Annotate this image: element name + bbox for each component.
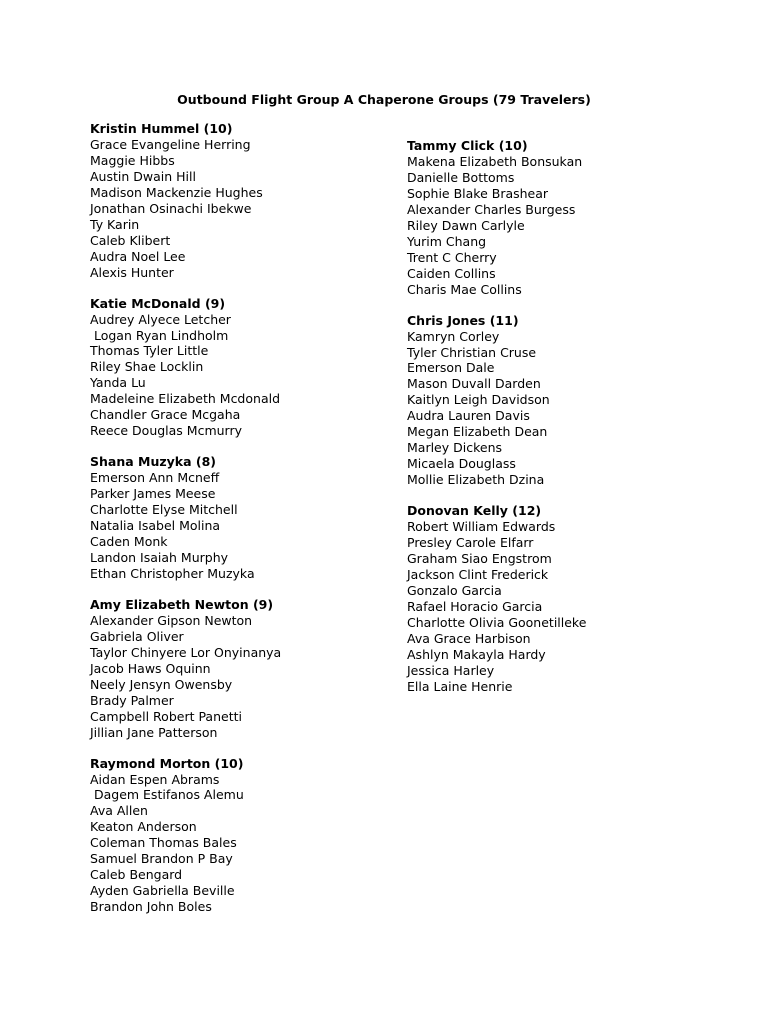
chaperone-group (407, 503, 586, 694)
group-header: Amy Elizabeth Newton (9) (90, 596, 274, 612)
traveler-name: Natalia Isabel Molina (90, 518, 221, 534)
traveler-name: Madison Mackenzie Hughes (90, 184, 263, 200)
traveler-name: Robert William Edwards (407, 519, 556, 535)
traveler-name: Caleb Klibert (90, 232, 171, 248)
traveler-name: Maggie Hibbs (90, 152, 175, 168)
traveler-name: Sophie Blake Brashear (407, 185, 549, 201)
traveler-name: Reece Douglas Mcmurry (90, 423, 243, 439)
traveler-name: Caiden Collins (407, 265, 496, 281)
chaperone-group (407, 313, 586, 489)
traveler-name: Yanda Lu (90, 375, 146, 391)
traveler-name: Madeleine Elizabeth Mcdonald (90, 391, 281, 407)
traveler-name: Kaitlyn Leigh Davidson (407, 392, 550, 408)
traveler-name: Danielle Bottoms (407, 169, 515, 185)
traveler-name: Charlotte Olivia Goonetilleke (407, 614, 587, 630)
traveler-name: Alexander Charles Burgess (407, 201, 576, 217)
traveler-name: Jonathan Osinachi Ibekwe (90, 200, 252, 216)
chaperone-group (90, 121, 281, 281)
right-column (407, 138, 586, 710)
traveler-name: Audra Noel Lee (90, 248, 186, 264)
traveler-name: Mason Duvall Darden (407, 376, 541, 392)
traveler-name: Emerson Dale (407, 360, 495, 376)
traveler-name: Jacob Haws Oquinn (90, 660, 211, 676)
traveler-name: Samuel Brandon P Bay (90, 851, 233, 867)
traveler-name: Emerson Ann Mcneff (90, 470, 220, 486)
traveler-name: Ava Grace Harbison (407, 630, 531, 646)
traveler-name: Caleb Bengard (90, 867, 183, 883)
traveler-name: Landon Isaiah Murphy (90, 549, 229, 565)
traveler-name: Riley Dawn Carlyle (407, 217, 525, 233)
traveler-name: Logan Ryan Lindholm (90, 327, 229, 343)
traveler-name: Ella Laine Henrie (407, 678, 513, 694)
traveler-name: Ethan Christopher Muzyka (90, 565, 255, 581)
traveler-name: Yurim Chang (407, 233, 487, 249)
traveler-name: Kamryn Corley (407, 328, 500, 344)
group-header: Shana Muzyka (8) (90, 454, 217, 470)
traveler-name: Riley Shae Locklin (90, 359, 204, 375)
traveler-name: Charlotte Elyse Mitchell (90, 502, 238, 518)
traveler-name: Brandon John Boles (90, 899, 212, 915)
traveler-name: Graham Siao Engstrom (407, 551, 552, 567)
traveler-name: Audra Lauren Davis (407, 408, 530, 424)
traveler-name: Marley Dickens (407, 440, 503, 456)
traveler-name: Coleman Thomas Bales (90, 835, 237, 851)
traveler-name: Makena Elizabeth Bonsukan (407, 154, 583, 169)
group-header: Raymond Morton (10) (90, 755, 244, 771)
traveler-name: Rafael Horacio Garcia (407, 598, 543, 614)
traveler-name: Jessica Harley (407, 662, 495, 678)
traveler-name: Parker James Meese (90, 486, 216, 502)
chaperone-group (90, 756, 281, 916)
traveler-name: Audrey Alyece Letcher (90, 311, 231, 327)
chaperone-group (90, 597, 281, 741)
traveler-name: Mollie Elizabeth Dzina (407, 472, 545, 488)
group-header: Donovan Kelly (12) (407, 503, 542, 519)
traveler-name: Jackson Clint Frederick (407, 566, 549, 582)
traveler-name: Campbell Robert Panetti (90, 708, 242, 724)
traveler-name: Caden Monk (90, 534, 168, 550)
traveler-name: Aidan Espen Abrams (90, 771, 220, 787)
traveler-name: Dagem Estifanos Alemu (90, 787, 244, 803)
traveler-name: Alexander Gipson Newton (90, 612, 253, 628)
left-column (90, 121, 281, 930)
traveler-name: Tyler Christian Cruse (407, 344, 537, 360)
group-header: Tammy Click (10) (407, 138, 528, 153)
chaperone-group (407, 138, 586, 298)
traveler-name: Jillian Jane Patterson (90, 724, 218, 740)
traveler-name: Trent C Cherry (407, 249, 497, 265)
traveler-name: Megan Elizabeth Dean (407, 424, 548, 440)
traveler-name: Neely Jensyn Owensby (90, 676, 233, 692)
traveler-name: Brady Palmer (90, 692, 174, 708)
traveler-name: Gonzalo Garcia (407, 582, 502, 598)
traveler-name: Thomas Tyler Little (90, 343, 209, 359)
traveler-name: Charis Mae Collins (407, 281, 522, 297)
traveler-name: Ava Allen (90, 803, 148, 819)
traveler-name: Gabriela Oliver (90, 628, 184, 644)
traveler-name: Keaton Anderson (90, 819, 197, 835)
group-header: Katie McDonald (9) (90, 295, 226, 311)
group-header: Chris Jones (11) (407, 312, 519, 328)
chaperone-group (90, 296, 281, 440)
traveler-name: Chandler Grace Mcgaha (90, 407, 241, 423)
traveler-name: Taylor Chinyere Lor Onyinanya (90, 644, 282, 660)
traveler-name: Presley Carole Elfarr (407, 535, 534, 551)
traveler-name: Austin Dwain Hill (90, 168, 196, 184)
traveler-name: Ty Karin (90, 216, 140, 232)
traveler-name: Grace Evangeline Herring (90, 137, 251, 152)
traveler-name: Micaela Douglass (407, 456, 516, 472)
traveler-name: Ayden Gabriella Beville (90, 883, 235, 899)
traveler-name: Alexis Hunter (90, 264, 174, 280)
group-header: Kristin Hummel (10) (90, 121, 233, 136)
traveler-name: Ashlyn Makayla Hardy (407, 646, 546, 662)
page-title: Outbound Flight Group A Chaperone Groups (79 Travelers) (177, 92, 591, 107)
chaperone-group (90, 454, 281, 582)
